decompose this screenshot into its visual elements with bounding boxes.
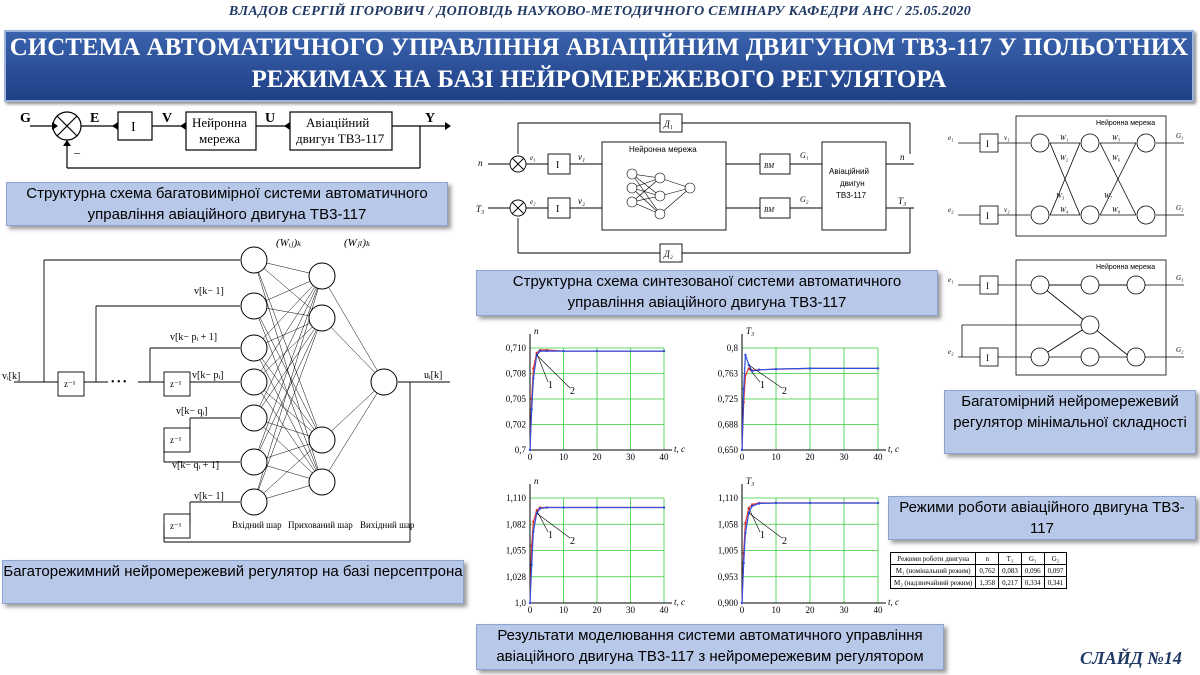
data-point bbox=[546, 350, 548, 352]
nn-min-g1: G₁ bbox=[1176, 132, 1184, 140]
series-label: 2 bbox=[570, 536, 575, 547]
data-point bbox=[532, 377, 534, 379]
perceptron-weight bbox=[322, 276, 384, 382]
synth-bm1: BM bbox=[764, 162, 775, 170]
x-tick-label: 20 bbox=[805, 605, 815, 615]
data-point bbox=[877, 502, 879, 504]
data-point bbox=[663, 506, 665, 508]
nn-min-e1b: e₁ bbox=[948, 276, 954, 284]
nn-min-w5: W₅ bbox=[1112, 134, 1121, 142]
data-point bbox=[741, 602, 743, 604]
z-delay-2: z⁻¹ bbox=[170, 379, 182, 389]
synth-out-t: T₃ bbox=[898, 196, 907, 206]
input-neuron bbox=[241, 449, 267, 475]
nn-min-w6: W₆ bbox=[1112, 154, 1121, 162]
nn-min-w4: W₄ bbox=[1060, 206, 1069, 214]
tap-vkp1: v[k− pᵢ + 1] bbox=[170, 332, 218, 343]
x-tick-label: 40 bbox=[873, 605, 883, 615]
layer-input-label: Вхідний шар bbox=[232, 520, 282, 530]
x-axis-label: t, c bbox=[674, 444, 685, 454]
series-pointer bbox=[537, 510, 548, 532]
chart-4 bbox=[718, 476, 899, 615]
data-point bbox=[596, 506, 598, 508]
y-tick-label: 0,702 bbox=[505, 419, 526, 430]
layer-hidden-label: Прихований шар bbox=[288, 520, 353, 530]
data-point bbox=[741, 449, 743, 451]
x-tick-label: 30 bbox=[626, 452, 635, 462]
nn-block-line2: мережа bbox=[199, 131, 241, 146]
y-axis-label: n bbox=[534, 476, 539, 486]
w-out-label: (Wⱼₗ)ₖ bbox=[344, 237, 371, 249]
synth-nn-label: Нейронна мережа bbox=[629, 145, 697, 154]
y-tick-label: 0,953 bbox=[717, 571, 738, 582]
label-V: V bbox=[162, 111, 173, 126]
table-cell: n bbox=[976, 553, 999, 565]
synth-d1: Д₁ bbox=[664, 119, 673, 129]
synth-d2: Д₂ bbox=[664, 249, 673, 259]
data-point bbox=[529, 449, 531, 451]
table-cell: 1,358 bbox=[976, 577, 999, 589]
hidden-neuron bbox=[309, 469, 335, 495]
nn-min-g2b: G₂ bbox=[1176, 346, 1184, 354]
series-label: 1 bbox=[548, 380, 553, 391]
data-point bbox=[546, 506, 548, 508]
series-label: 1 bbox=[760, 530, 765, 541]
output-neuron bbox=[371, 369, 397, 395]
data-point bbox=[744, 532, 746, 534]
x-tick-label: 20 bbox=[592, 605, 602, 615]
nn-min-v2: v₂ bbox=[1004, 206, 1010, 214]
nn-min-i1: I bbox=[986, 139, 989, 149]
data-point bbox=[743, 388, 745, 390]
nn-neuron bbox=[627, 183, 637, 193]
nn-neuron bbox=[655, 173, 665, 183]
data-point bbox=[809, 367, 811, 369]
x-tick-label: 40 bbox=[659, 452, 669, 462]
table-cell: T₃ bbox=[999, 553, 1022, 565]
nn-min-w2: W₂ bbox=[1060, 154, 1069, 162]
y-tick-label: 0,708 bbox=[505, 368, 526, 379]
synth-engine-line1: Авіаційний bbox=[829, 167, 869, 176]
label-G: G bbox=[20, 111, 31, 126]
y-tick-label: 0,8 bbox=[726, 343, 738, 353]
delay-dots: • • • bbox=[111, 377, 127, 388]
regimes-table bbox=[890, 552, 1067, 589]
y-tick-label: 1,110 bbox=[506, 493, 526, 503]
data-point bbox=[596, 350, 598, 352]
hidden-neuron bbox=[309, 427, 335, 453]
y-tick-label: 1,028 bbox=[505, 571, 526, 582]
table-cell: 0,217 bbox=[999, 577, 1022, 589]
tap-vk1: v[k− 1] bbox=[194, 286, 224, 297]
synth-i2: I bbox=[556, 204, 560, 215]
chart-3 bbox=[506, 476, 685, 615]
synth-g2: G₂ bbox=[800, 195, 809, 204]
data-point bbox=[663, 350, 665, 352]
input-neuron bbox=[241, 405, 267, 431]
input-neuron bbox=[241, 293, 267, 319]
chart-2 bbox=[718, 326, 899, 462]
y-tick-label: 1,058 bbox=[717, 519, 738, 530]
nn-min-w8: W₈ bbox=[1112, 206, 1121, 214]
slide-title bbox=[4, 30, 1194, 102]
nn-neuron bbox=[655, 191, 665, 201]
nn-min-i2: I bbox=[986, 211, 989, 221]
series-label: 1 bbox=[548, 530, 553, 541]
synth-bm2: BM bbox=[764, 206, 775, 214]
table-cell: G₂ bbox=[1044, 553, 1067, 565]
input-neuron bbox=[241, 489, 267, 515]
hidden-neuron bbox=[309, 305, 335, 331]
table-cell: 0,341 bbox=[1044, 577, 1067, 589]
nn-neuron bbox=[655, 209, 665, 219]
nn-min-e1: e₁ bbox=[948, 134, 954, 142]
engine-block-line2: двигун ТВ3-117 bbox=[296, 131, 385, 146]
synth-engine-line2: двигун bbox=[840, 179, 865, 188]
data-point bbox=[758, 502, 760, 504]
table-cell: G₁ bbox=[1021, 553, 1044, 565]
x-tick-label: 10 bbox=[559, 452, 568, 462]
y-tick-label: 0,725 bbox=[717, 394, 738, 404]
nn-min-i3: I bbox=[986, 281, 989, 291]
nn-neuron bbox=[627, 169, 637, 179]
data-point bbox=[809, 502, 811, 504]
y-tick-label: 0,900 bbox=[717, 598, 738, 608]
x-tick-label: 0 bbox=[739, 605, 745, 615]
nn-min-title-1: Нейронна мережа bbox=[1096, 120, 1156, 127]
series-pointer bbox=[537, 353, 548, 382]
x-tick-label: 10 bbox=[559, 605, 568, 615]
nn-neuron bbox=[685, 183, 695, 193]
caption-results: Результати моделювання системи автоматичного управління авіаційного двигуна ТВ3-117 з нейромережевим регулятором bbox=[476, 624, 944, 670]
block-diagram bbox=[0, 104, 470, 184]
label-minus: – bbox=[74, 145, 80, 159]
series-label: 2 bbox=[570, 386, 575, 397]
synth-i1: I bbox=[556, 160, 560, 171]
data-point bbox=[751, 505, 753, 507]
series-label: 2 bbox=[782, 536, 787, 547]
data-point bbox=[530, 408, 532, 410]
series-label: 2 bbox=[782, 386, 787, 397]
table-cell: 0,762 bbox=[976, 565, 999, 577]
data-point bbox=[532, 530, 534, 532]
data-point bbox=[877, 367, 879, 369]
hidden-neuron bbox=[309, 263, 335, 289]
caption-structural: Структурна схема багатовимірної системи автоматичного управління авіаційного двигуна ТВ3-117 bbox=[6, 182, 448, 226]
perceptron-diagram bbox=[0, 232, 470, 562]
x-tick-label: 10 bbox=[771, 605, 781, 615]
synth-out-n: n bbox=[900, 152, 905, 162]
data-point bbox=[529, 602, 531, 604]
input-neuron bbox=[241, 247, 267, 273]
nn-block-line1: Нейронна bbox=[192, 115, 247, 130]
synth-v2: v₂ bbox=[578, 196, 586, 206]
data-point bbox=[539, 507, 541, 509]
x-axis-label: t, c bbox=[674, 597, 685, 607]
synth-engine-line3: ТВ3-117 bbox=[836, 191, 867, 200]
table-cell: 0,334 bbox=[1021, 577, 1044, 589]
synth-v1: v₁ bbox=[578, 152, 586, 162]
synth-in-n: n bbox=[478, 158, 483, 168]
x-tick-label: 20 bbox=[805, 452, 815, 462]
y-axis-label: n bbox=[534, 326, 539, 336]
table-cell: M₂ (надзвичайний режим) bbox=[891, 577, 976, 589]
slide-number: СЛАЙД №14 bbox=[1080, 648, 1182, 668]
tap-vkq1: v[k− qᵢ + 1] bbox=[172, 460, 220, 471]
perceptron-weight bbox=[254, 276, 322, 382]
nn-min-diagram bbox=[940, 110, 1195, 380]
data-point bbox=[562, 350, 564, 352]
x-tick-label: 10 bbox=[771, 452, 781, 462]
z-delay-1: z⁻¹ bbox=[64, 379, 76, 389]
nn-neuron bbox=[627, 197, 637, 207]
x-tick-label: 30 bbox=[839, 605, 849, 615]
w-in-label: (Wᵢⱼ)ₖ bbox=[276, 237, 302, 249]
caption-regimes: Режими роботи авіаційного двигуна ТВ3-117 bbox=[888, 496, 1196, 540]
nn-min-e2: e₂ bbox=[948, 206, 954, 214]
input-neuron bbox=[241, 369, 267, 395]
nn-min-w7: W₇ bbox=[1104, 192, 1113, 200]
y-tick-label: 0,710 bbox=[505, 343, 526, 353]
table-row bbox=[891, 577, 1067, 589]
y-axis-label: T₃ bbox=[746, 326, 755, 336]
table-row bbox=[891, 565, 1067, 577]
synth-e1: e₁ bbox=[530, 154, 536, 162]
output-label: uᵢ[k] bbox=[424, 370, 443, 381]
caption-synthesized: Структурна схема синтезованої системи автоматичного управління авіаційного двигуна ТВ3-117 bbox=[476, 270, 938, 316]
tap-vkp: v[k− pᵢ] bbox=[192, 370, 224, 381]
series-pointer bbox=[749, 513, 782, 538]
data-point bbox=[532, 521, 534, 523]
x-tick-label: 40 bbox=[873, 452, 883, 462]
chart-1 bbox=[506, 326, 685, 462]
data-point bbox=[743, 562, 745, 564]
caption-multimode: Багаторежимний нейромережевий регулятор на базі персептрона bbox=[2, 560, 464, 604]
table-cell: 0,083 bbox=[999, 565, 1022, 577]
data-point bbox=[751, 370, 753, 372]
table-cell: M₁ (номінальний режим) bbox=[891, 565, 976, 577]
nn-min-e2b: e₂ bbox=[948, 348, 954, 356]
y-axis-label: T₃ bbox=[746, 476, 755, 486]
z-delay-3: z⁻¹ bbox=[170, 435, 182, 445]
table-cell: 0,096 bbox=[1021, 565, 1044, 577]
slide-header: ВЛАДОВ СЕРГІЙ ІГОРОВИЧ / ДОПОВІДЬ НАУКОВО-МЕТОДИЧНОГО СЕМІНАРУ КАФЕДРИ АНС / 25.05.2020 bbox=[228, 4, 972, 19]
z-delay-4: z⁻¹ bbox=[170, 521, 182, 531]
data-point bbox=[539, 350, 541, 352]
engine-block-line1: Авіаційний bbox=[306, 115, 370, 130]
synth-diagram bbox=[474, 108, 924, 268]
label-U: U bbox=[265, 111, 276, 126]
data-point bbox=[530, 564, 532, 566]
x-tick-label: 30 bbox=[626, 605, 635, 615]
data-point bbox=[744, 522, 746, 524]
x-tick-label: 0 bbox=[739, 452, 745, 462]
x-tick-label: 40 bbox=[659, 605, 669, 615]
input-neuron bbox=[241, 335, 267, 361]
data-point bbox=[758, 369, 760, 371]
y-tick-label: 0,7 bbox=[514, 445, 526, 455]
y-tick-label: 1,055 bbox=[505, 545, 526, 556]
integrator-label: I bbox=[131, 120, 136, 135]
nn-min-v1: v₁ bbox=[1004, 134, 1010, 142]
caption-multidim: Багатомірний нейромережевий регулятор мінімальної складності bbox=[944, 390, 1196, 454]
table-cell: 0,097 bbox=[1044, 565, 1067, 577]
data-point bbox=[775, 502, 777, 504]
synth-g1: G₁ bbox=[800, 151, 809, 160]
x-axis-label: t, c bbox=[888, 597, 899, 607]
synth-e2: e₂ bbox=[530, 198, 536, 206]
series-label: 1 bbox=[760, 380, 765, 391]
nn-min-g2: G₂ bbox=[1176, 204, 1184, 212]
table-header-row bbox=[891, 553, 1067, 565]
charts-area bbox=[480, 318, 920, 618]
y-tick-label: 0,705 bbox=[505, 394, 526, 404]
tap-vkq: v[k− qᵢ] bbox=[176, 406, 208, 417]
nn-min-i4: I bbox=[986, 353, 989, 363]
x-axis-label: t, c bbox=[888, 444, 899, 454]
y-tick-label: 1,0 bbox=[514, 598, 526, 608]
nn-min-g1b: G₁ bbox=[1176, 274, 1184, 282]
title-line-1: СИСТЕМА АВТОМАТИЧНОГО УПРАВЛІННЯ АВІАЦІЙНИМ ДВИГУНОМ ТВ3-117 У ПОЛЬОТНИХ bbox=[9, 34, 1189, 61]
perceptron-weight bbox=[254, 418, 322, 482]
y-tick-label: 1,110 bbox=[718, 493, 738, 503]
x-tick-label: 30 bbox=[839, 452, 849, 462]
y-tick-label: 1,005 bbox=[717, 545, 738, 556]
x-tick-label: 20 bbox=[592, 452, 602, 462]
x-tick-label: 0 bbox=[527, 605, 533, 615]
y-tick-label: 0,650 bbox=[717, 445, 738, 455]
table-cell: Режими роботи двигуна bbox=[891, 553, 976, 565]
nn-min-w1: W₁ bbox=[1060, 134, 1069, 142]
title-line-2: РЕЖИМАХ НА БАЗІ НЕЙРОМЕРЕЖЕВОГО РЕГУЛЯТОРА bbox=[251, 66, 947, 93]
data-point bbox=[744, 354, 746, 356]
label-E: E bbox=[90, 111, 100, 126]
data-point bbox=[775, 368, 777, 370]
synth-in-t: T₃ bbox=[476, 204, 485, 214]
series-pointer bbox=[537, 513, 570, 538]
x-tick-label: 0 bbox=[527, 452, 533, 462]
perceptron-weight bbox=[254, 440, 322, 502]
y-tick-label: 0,688 bbox=[717, 419, 738, 430]
input-label: vᵢ[k] bbox=[2, 371, 21, 382]
label-Y: Y bbox=[425, 111, 436, 126]
y-tick-label: 0,763 bbox=[717, 368, 738, 379]
y-tick-label: 1,082 bbox=[505, 519, 526, 530]
tap-vk1b: v[k− 1] bbox=[194, 491, 224, 502]
nn-min-title-2: Нейронна мережа bbox=[1096, 264, 1156, 271]
nn-min-w3: W₃ bbox=[1056, 192, 1065, 200]
series-pointer bbox=[537, 355, 570, 388]
data-point bbox=[562, 506, 564, 508]
layer-output-label: Вихідний шар bbox=[360, 520, 415, 530]
